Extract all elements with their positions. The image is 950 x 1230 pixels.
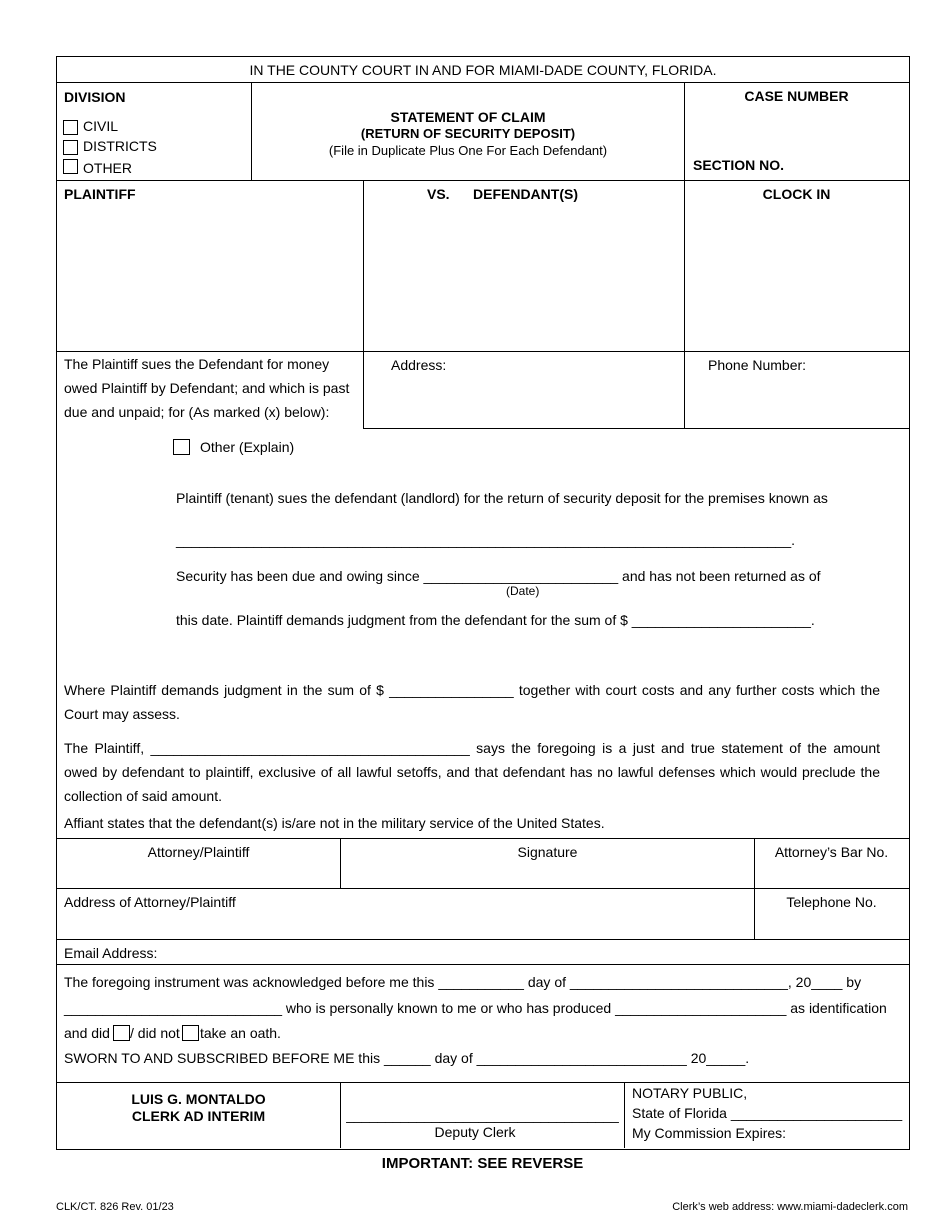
claim-intro-text: The Plaintiff sues the Defendant for money owed Plaintiff by Defendant; and which is past due and unpaid; for (As marked (x) below):: [64, 356, 350, 420]
divider: [56, 939, 909, 940]
division-civil-checkbox[interactable]: [63, 120, 78, 135]
commission-expires-label: My Commission Expires:: [632, 1125, 787, 1141]
division-other-label: OTHER: [83, 160, 132, 176]
form-subtitle: (RETURN OF SECURITY DEPOSIT): [360, 126, 576, 141]
other-explain-checkbox[interactable]: [173, 439, 190, 455]
section-number-label: SECTION NO.: [693, 157, 785, 173]
oath-and-did: and did: [64, 1025, 110, 1041]
claim-line-demand: this date. Plaintiff demands judgment from the defendant for the sum of $ _______________________.: [176, 612, 815, 628]
clerk-title: CLERK AD INTERIM: [131, 1108, 266, 1124]
signature-label: Signature: [517, 844, 578, 860]
divider: [56, 1082, 909, 1083]
defendant-field[interactable]: [364, 205, 683, 350]
oath-did-not-checkbox[interactable]: [182, 1025, 199, 1041]
division-civil-label: CIVIL: [83, 118, 119, 134]
notary-public-label: NOTARY PUBLIC,: [632, 1085, 748, 1101]
division-other-checkbox[interactable]: [63, 159, 78, 174]
plaintiff-label: PLAINTIFF: [64, 186, 136, 202]
telephone-label: Telephone No.: [786, 894, 877, 910]
deputy-signature-line: ___________________________________: [346, 1107, 619, 1123]
important-notice: IMPORTANT: SEE REVERSE: [381, 1155, 584, 1172]
date-caption: (Date): [506, 584, 540, 598]
divider: [56, 180, 909, 181]
case-number-label: CASE NUMBER: [744, 88, 849, 104]
attorney-address-label: Address of Attorney/Plaintiff: [64, 894, 236, 910]
divider: [56, 964, 909, 965]
divider: [363, 428, 909, 429]
divider: [56, 82, 909, 83]
state-of-florida-label: State of Florida ______________________: [632, 1105, 903, 1121]
acknowledgment-line-1: The foregoing instrument was acknowledged before me this ___________ day of ____________________________, 20____ by: [64, 974, 862, 990]
divider: [56, 888, 909, 889]
court-header: IN THE COUNTY COURT IN AND FOR MIAMI-DADE COUNTY, FLORIDA.: [249, 62, 717, 78]
other-explain-label: Other (Explain): [200, 439, 295, 455]
divider: [56, 838, 909, 839]
division-districts-checkbox[interactable]: [63, 140, 78, 155]
form-note: (File in Duplicate Plus One For Each Defendant): [328, 143, 608, 158]
plaintiff-field[interactable]: [57, 205, 362, 350]
claim-line-premises: Plaintiff (tenant) sues the defendant (landlord) for the return of security deposit for the premises known as: [176, 490, 828, 506]
claim-line-since: Security has been due and owing since _________________________ and has not been returned as of: [176, 568, 821, 584]
sworn-line: SWORN TO AND SUBSCRIBED BEFORE ME this ______ day of ___________________________ 20_____.: [64, 1050, 750, 1066]
acknowledgment-line-2: ____________________________ who is personally known to me or who has produced ______________________ as identification: [64, 1000, 887, 1016]
form-id: CLK/CT. 826 Rev. 01/23: [56, 1201, 174, 1213]
oath-did-not: / did not: [130, 1025, 180, 1041]
division-districts-label: DISTRICTS: [83, 138, 157, 154]
vs-label: VS.: [427, 186, 450, 202]
premises-blank-line: _______________________________________________________________________________.: [176, 532, 795, 548]
divider: [684, 82, 685, 429]
email-label: Email Address:: [64, 945, 158, 961]
form-title: STATEMENT OF CLAIM: [390, 109, 546, 125]
clerk-web-address: Clerk’s web address: www.miami-dadeclerk.com: [672, 1201, 908, 1213]
bar-number-label: Attorney’s Bar No.: [774, 844, 889, 860]
division-label: DIVISION: [64, 89, 126, 105]
defendant-label: DEFENDANT(S): [473, 186, 578, 202]
statement-plaintiff: The Plaintiff, _________________________________________ says the foregoing is a just and true statement of the amount owed by defendant to plaintiff, exclusive of all lawful setoffs, and that defendant has no lawful defenses which would preclude the collection of said amount.: [64, 740, 880, 804]
clock-in-label: CLOCK IN: [762, 186, 831, 202]
statement-military: Affiant states that the defendant(s) is/are not in the military service of the United States.: [64, 815, 605, 831]
attorney-plaintiff-label: Attorney/Plaintiff: [147, 844, 250, 860]
oath-take: take an oath.: [200, 1025, 281, 1041]
statement-demand: Where Plaintiff demands judgment in the sum of $ ________________ together with court costs and any further costs which the Court may assess.: [64, 682, 880, 722]
oath-did-checkbox[interactable]: [113, 1025, 130, 1041]
address-label: Address:: [391, 357, 447, 373]
phone-number-label: Phone Number:: [708, 357, 807, 373]
clerk-name: LUIS G. MONTALDO: [131, 1091, 266, 1107]
deputy-clerk-label: Deputy Clerk: [434, 1124, 516, 1140]
divider: [624, 1082, 625, 1148]
